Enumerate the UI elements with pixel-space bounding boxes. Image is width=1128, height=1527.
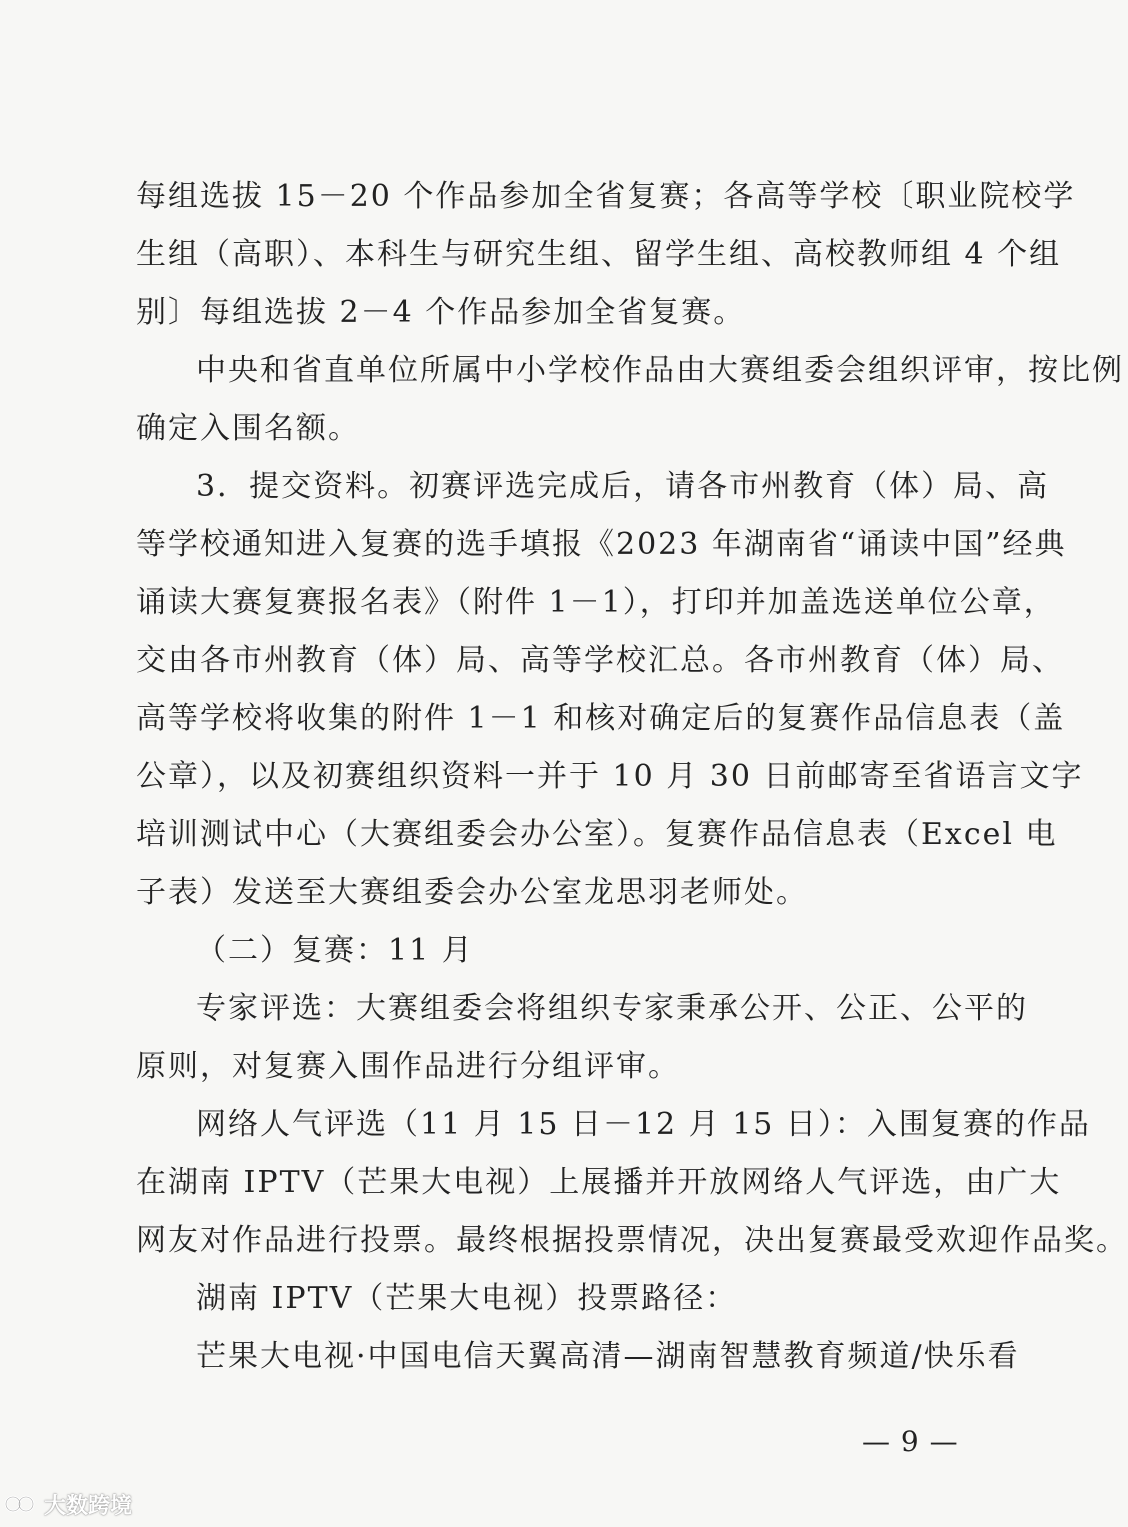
text-line: 公章），以及初赛组织资料一并于 10 月 30 日前邮寄至省语言文字: [136, 759, 1084, 794]
watermark: [4, 1488, 132, 1520]
text-line: 网友对作品进行投票。最终根据投票情况，决出复赛最受欢迎作品奖。: [136, 1223, 1128, 1258]
logo-icon: [4, 1492, 38, 1516]
text-line: 芒果大电视·中国电信天翼高清—湖南智慧教育频道/快乐看: [196, 1339, 1020, 1374]
text-line: 诵读大赛复赛报名表》（附件 1－1），打印并加盖选送单位公章，: [136, 585, 1056, 620]
text-line: 原则，对复赛入围作品进行分组评审。: [136, 1049, 680, 1084]
section-heading: （二）复赛：11 月: [196, 933, 474, 968]
text-line: 专家评选：大赛组委会将组织专家秉承公开、公正、公平的: [196, 991, 1028, 1026]
text-line: 湖南 IPTV（芒果大电视）投票路径：: [196, 1281, 738, 1316]
text-line: 在湖南 IPTV（芒果大电视）上展播并开放网络人气评选，由广大: [136, 1165, 1062, 1200]
text-line: 培训测试中心（大赛组委会办公室）。复赛作品信息表（Excel 电: [136, 817, 1058, 852]
text-line: 交由各市州教育（体）局、高等学校汇总。各市州教育（体）局、: [136, 643, 1064, 678]
page-number: — 9 —: [862, 1425, 959, 1458]
text-line: 别〕每组选拔 2－4 个作品参加全省复赛。: [136, 295, 746, 330]
text-line: 等学校通知进入复赛的选手填报《2023 年湖南省“诵读中国”经典: [136, 527, 1067, 562]
text-line: 确定入围名额。: [136, 411, 360, 446]
text-line: 每组选拔 15－20 个作品参加全省复赛；各高等学校〔职业院校学: [136, 179, 1076, 214]
text-line: 中央和省直单位所属中小学校作品由大赛组委会组织评审，按比例: [196, 353, 1124, 388]
text-line: 3．提交资料。初赛评选完成后，请各市州教育（体）局、高: [196, 469, 1050, 504]
text-line: 生组（高职）、本科生与研究生组、留学生组、高校教师组 4 个组: [136, 237, 1062, 272]
text-line: 子表）发送至大赛组委会办公室龙思羽老师处。: [136, 875, 808, 910]
document-body: [136, 168, 1128, 1386]
text-line: 高等学校将收集的附件 1－1 和核对确定后的复赛作品信息表（盖: [136, 701, 1066, 736]
watermark-text: 大数跨境: [44, 1493, 133, 1519]
text-line: 网络人气评选（11 月 15 日－12 月 15 日）：入围复赛的作品: [196, 1107, 1091, 1142]
